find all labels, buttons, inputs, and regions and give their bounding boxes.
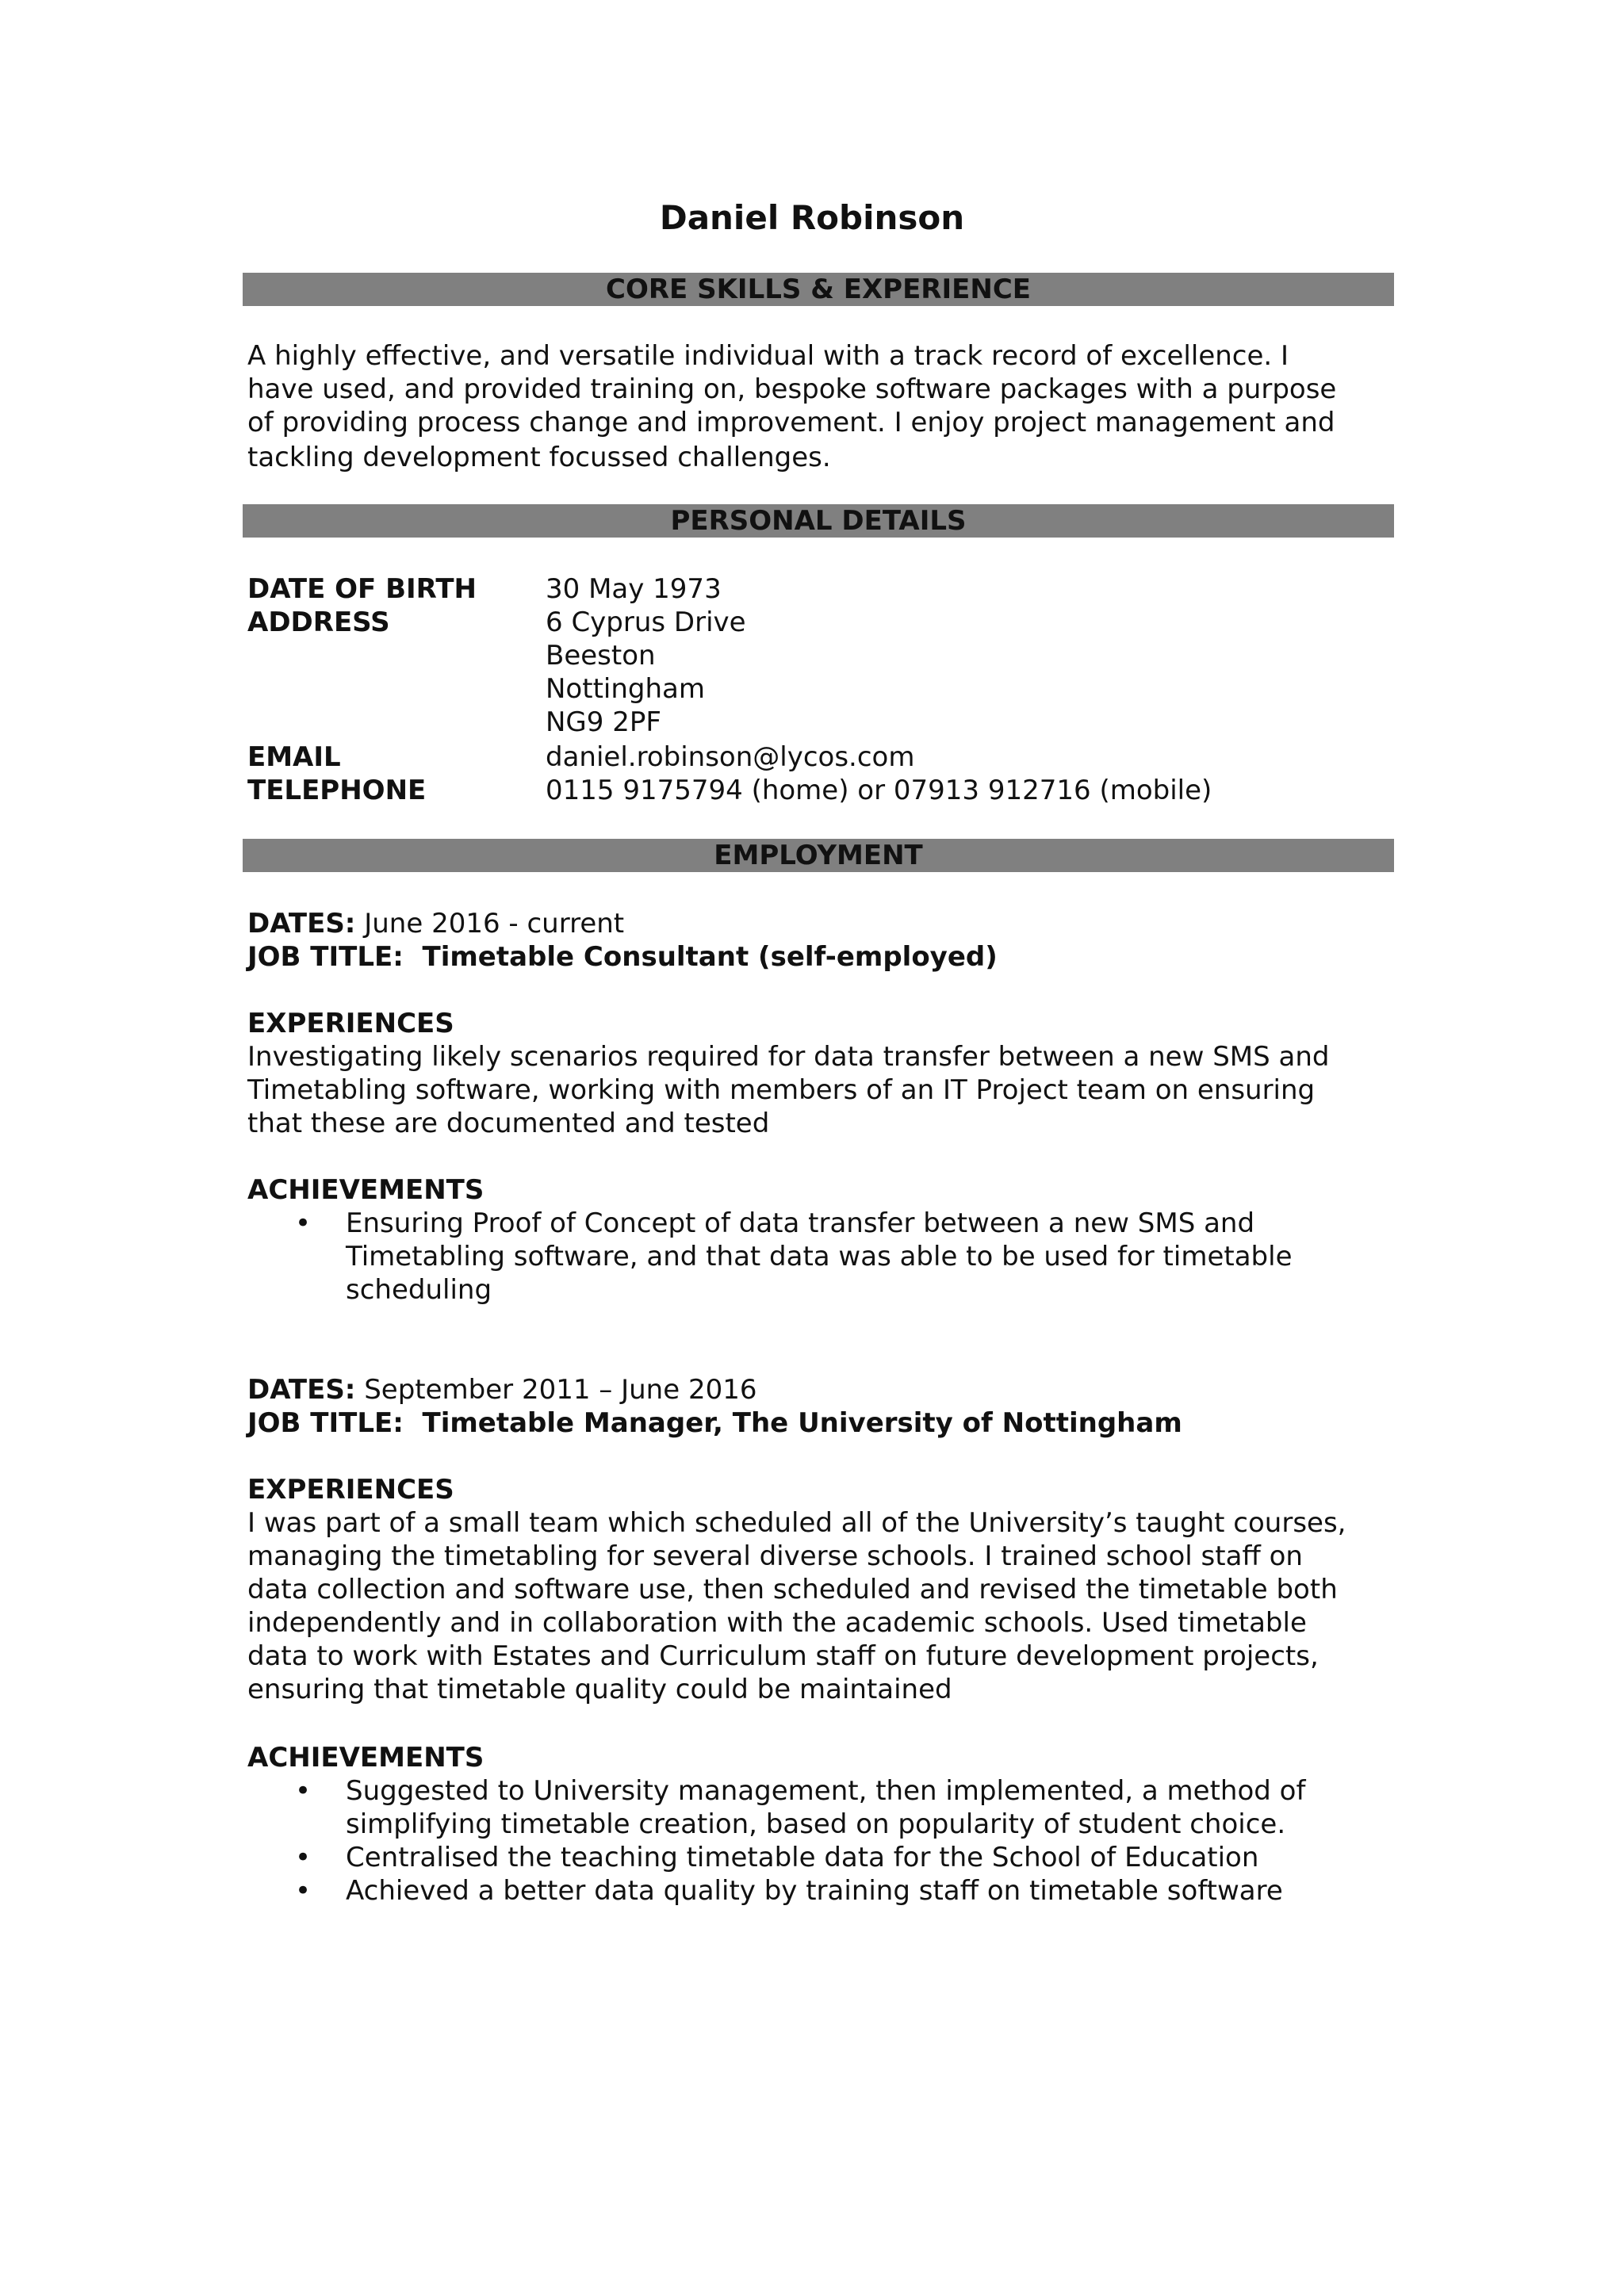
- address-label: ADDRESS: [247, 607, 390, 638]
- experiences-heading: EXPERIENCES: [247, 1474, 454, 1506]
- experience-line: ensuring that timetable quality could be maintained: [247, 1674, 952, 1705]
- experience-line: I was part of a small team which scheduled all of the University’s taught courses,: [247, 1507, 1346, 1539]
- achievement-line: simplifying timetable creation, based on popularity of student choice.: [346, 1808, 1286, 1840]
- job-title-row: [247, 1406, 1182, 1440]
- job-dates-row: [247, 1373, 756, 1406]
- experience-line: managing the timetabling for several diverse schools. I trained school staff on: [247, 1540, 1303, 1572]
- experience-line: Timetabling software, working with members of an IT Project team on ensuring: [247, 1074, 1316, 1106]
- experience-line: Investigating likely scenarios required for data transfer between a new SMS and: [247, 1041, 1330, 1073]
- address-line: Beeston: [546, 640, 656, 672]
- address-line: Nottingham: [546, 673, 705, 705]
- achievement-line: Ensuring Proof of Concept of data transfer between a new SMS and: [346, 1207, 1255, 1239]
- bullet-icon: •: [295, 1207, 312, 1239]
- summary-line: of providing process change and improvement. I enjoy project management and: [247, 407, 1335, 438]
- experience-line: that these are documented and tested: [247, 1108, 770, 1139]
- job-title: Timetable Manager, The University of Nottingham: [422, 1407, 1182, 1439]
- job-dates: September 2011 – June 2016: [364, 1374, 757, 1406]
- job-title-label: JOB TITLE:: [247, 941, 404, 973]
- achievement-line: Timetabling software, and that data was able to be used for timetable: [346, 1241, 1293, 1272]
- dates-label: DATES:: [247, 908, 356, 939]
- section-header-personal-details: PERSONAL DETAILS: [243, 504, 1394, 538]
- job-title-label: JOB TITLE:: [247, 1407, 404, 1439]
- achievements-heading: ACHIEVEMENTS: [247, 1742, 485, 1774]
- dob-label: DATE OF BIRTH: [247, 573, 477, 605]
- achievement-line: Suggested to University management, then implemented, a method of: [346, 1775, 1306, 1807]
- experience-line: independently and in collaboration with the academic schools. Used timetable: [247, 1607, 1307, 1639]
- telephone-label: TELEPHONE: [247, 775, 427, 806]
- candidate-name: Daniel Robinson: [659, 198, 965, 237]
- email-label: EMAIL: [247, 741, 341, 773]
- address-line: 6 Cyprus Drive: [546, 607, 746, 638]
- achievement-line: Centralised the teaching timetable data for the School of Education: [346, 1842, 1259, 1873]
- bullet-icon: •: [295, 1775, 312, 1807]
- achievement-line: scheduling: [346, 1274, 492, 1306]
- email-value: daniel.robinson@lycos.com: [546, 741, 915, 773]
- experiences-heading: EXPERIENCES: [247, 1008, 454, 1039]
- job-title: Timetable Consultant (self-employed): [422, 941, 998, 973]
- job-title-row: [247, 940, 998, 974]
- dob-value: 30 May 1973: [546, 573, 722, 605]
- section-header-core-skills: CORE SKILLS & EXPERIENCE: [243, 273, 1394, 306]
- achievements-heading: ACHIEVEMENTS: [247, 1174, 485, 1206]
- experience-line: data to work with Estates and Curriculum staff on future development projects,: [247, 1640, 1319, 1672]
- job-dates-row: [247, 907, 624, 940]
- summary-line: A highly effective, and versatile individual with a track record of excellence. I: [247, 340, 1289, 372]
- bullet-icon: •: [295, 1875, 312, 1907]
- telephone-value: 0115 9175794 (home) or 07913 912716 (mobile): [546, 775, 1212, 806]
- experience-line: data collection and software use, then scheduled and revised the timetable both: [247, 1574, 1338, 1605]
- job-dates: June 2016 - current: [364, 908, 625, 939]
- dates-label: DATES:: [247, 1374, 356, 1406]
- section-header-employment: EMPLOYMENT: [243, 839, 1394, 872]
- bullet-icon: •: [295, 1842, 312, 1873]
- achievement-line: Achieved a better data quality by training staff on timetable software: [346, 1875, 1283, 1907]
- summary-line: tackling development focussed challenges.: [247, 442, 831, 473]
- summary-line: have used, and provided training on, bespoke software packages with a purpose: [247, 373, 1337, 405]
- address-line: NG9 2PF: [546, 706, 661, 738]
